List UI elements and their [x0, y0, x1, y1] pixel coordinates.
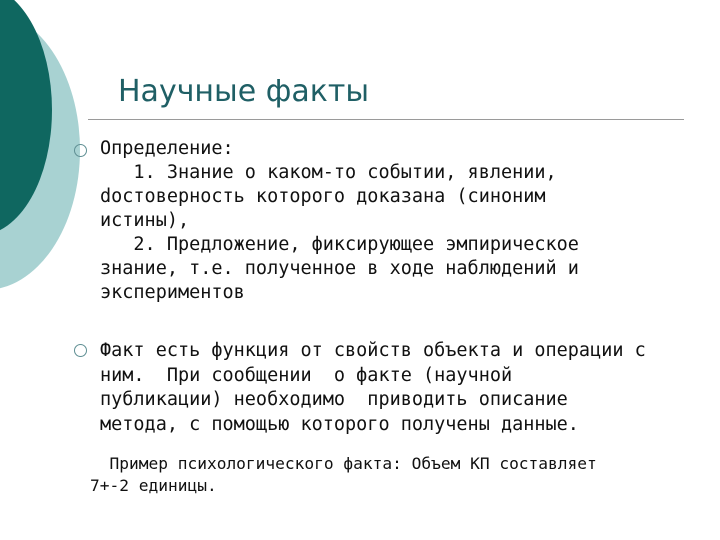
- hollow-circle-bullet-icon: [74, 344, 87, 357]
- hollow-circle-bullet-icon: [74, 144, 87, 157]
- example-text: Пример психологического факта: Объем КП составляет 7+-2 единицы.: [90, 454, 597, 495]
- decorative-circles: [0, 0, 80, 300]
- title-divider: [88, 119, 684, 120]
- bullet-fact-function-text: Факт есть функция от свойств объекта и операции с ним. При сообщении о факте (научной публикации) необходимо приводить описание метода, с помощью которого получены данные.: [100, 340, 646, 435]
- bullet-definition-text: Определение: 1. Знание о каком-то событии, явлении, dостоверность которого доказана (синоним истины), 2. Предложение, фиксирующее эмпирическое знание, т.е. полученное в ходе наблюдений и экспериментов: [100, 138, 579, 303]
- slide-title: Научные факты: [118, 74, 370, 109]
